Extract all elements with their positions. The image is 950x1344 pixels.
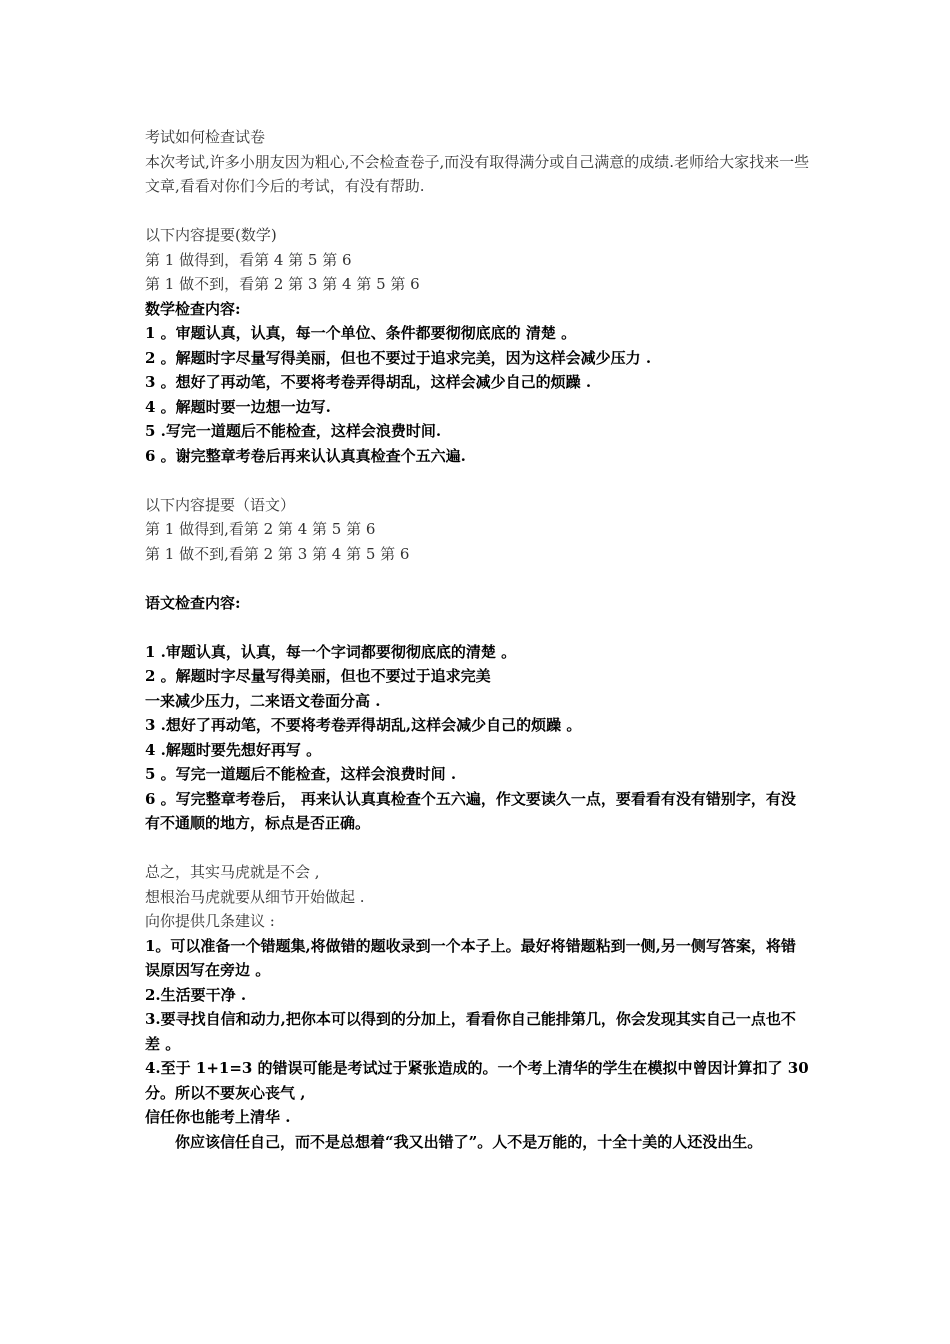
chinese-heading: 以下内容提要（语文） (145, 495, 296, 514)
tip-item: 信任你也能考上清华 . (145, 1108, 291, 1126)
chinese-item: 6 。写完整章考卷后， 再来认认真真检查个五六遍，作文要读久一点，要看看有没有错别字，有没有不通顺的地方，标点是否正确。 (145, 789, 796, 832)
spacer (145, 615, 810, 640)
spacer (145, 836, 810, 861)
math-item: 6 。谢完整章考卷后再来认认真真检查个五六遍. (145, 446, 466, 465)
chinese-cannot-do: 第 1 做不到,看第 2 第 3 第 4 第 5 第 6 (145, 544, 410, 563)
document-title: 考试如何检查试卷 (145, 128, 266, 146)
closing-paragraph: 你应该信任自己，而不是总想着“我又出错了”。人不是万能的，十全十美的人还没出生。 (175, 1132, 763, 1151)
math-item: 5 .写完一道题后不能检查，这样会浪费时间. (145, 422, 442, 440)
summary-line: 总之，其实马虎就是不会 , (145, 863, 320, 881)
chinese-item: 5 。写完一道题后不能检查，这样会浪费时间 . (145, 765, 457, 783)
tip-item: 4.至于 1+1=3 的错误可能是考试过于紧张造成的。一个考上清华的学生在模拟中曾因计算扣了 30 分。所以不要灰心丧气 , (145, 1059, 814, 1102)
chinese-item: 1 .审题认真，认真，每一个字词都要彻彻底底的清楚 。 (145, 642, 517, 661)
summary-line: 向你提供几条建议 : (145, 912, 275, 930)
math-can-do: 第 1 做得到，看第 4 第 5 第 6 (145, 250, 352, 269)
math-item: 2 。解题时字尽量写得美丽，但也不要过于追求完美，因为这样会减少压力 . (145, 348, 652, 367)
chinese-item: 4 .解题时要先想好再写 。 (145, 740, 322, 759)
tip-item: 3.要寻找自信和动力,把你本可以得到的分加上，看看你自己能排第几，你会发现其实自己一点也不差 。 (145, 1010, 796, 1053)
math-item: 3 。想好了再动笔，不要将考卷弄得胡乱，这样会减少自己的烦躁 . (145, 373, 592, 391)
spacer (145, 199, 810, 224)
document-page (145, 125, 814, 1154)
chinese-item: 3 .想好了再动笔，不要将考卷弄得胡乱,这样会减少自己的烦躁 。 (145, 716, 582, 734)
math-section (145, 223, 810, 468)
math-item: 4 。解题时要一边想一边写. (145, 397, 331, 416)
chinese-check-title: 语文检查内容: (145, 593, 241, 612)
spacer (145, 566, 810, 591)
math-item: 1 。审题认真，认真，每一个单位、条件都要彻彻底底的 清楚 。 (145, 324, 577, 342)
tip-item: 2.生活要干净 . (145, 985, 247, 1004)
chinese-section (145, 493, 810, 836)
chinese-item: 2 。解题时字尽量写得美丽，但也不要过于追求完美 (145, 667, 491, 685)
summary-line: 想根治马虎就要从细节开始做起 . (145, 887, 365, 906)
tip-item: 1。可以准备一个错题集,将做错的题收录到一个本子上。最好将错题粘到一侧,另一侧写答案，将错误原因写在旁边 。 (145, 936, 796, 979)
chinese-item: 一来减少压力，二来语文卷面分高 . (145, 691, 381, 710)
math-check-title: 数学检查内容: (145, 299, 241, 318)
spacer (145, 468, 810, 493)
chinese-can-do: 第 1 做得到,看第 2 第 4 第 5 第 6 (145, 520, 376, 538)
math-heading: 以下内容提要(数学) (145, 226, 277, 244)
math-cannot-do: 第 1 做不到，看第 2 第 3 第 4 第 5 第 6 (145, 275, 420, 293)
summary-section (145, 860, 814, 1154)
intro-paragraph: 本次考试,许多小朋友因为粗心,不会检查卷子,而没有取得满分或自己满意的成绩.老师给大家找来一些文章,看看对你们今后的考试，有没有帮助. (145, 152, 810, 195)
